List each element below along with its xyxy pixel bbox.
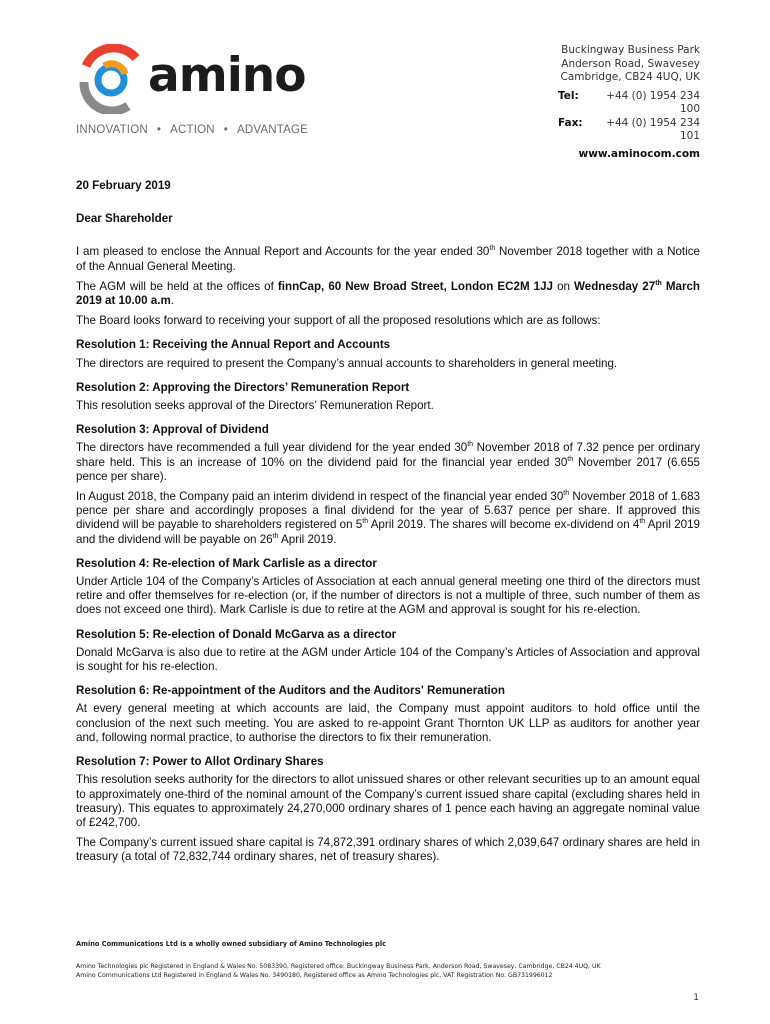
agm-date: Wednesday 27th March 2019 at 10.00 a.m xyxy=(76,279,701,308)
resolution-text: The directors have recommended a full year dividend for the year ended 30th November 2018 of 7.32 pence per ordinary share held. This is an increase of 10% on the dividend paid for the financial year ended 30th November 2017 (6.655 pence per share). xyxy=(76,441,700,483)
tel-row xyxy=(558,90,700,117)
resolution-text: The directors are required to present the Company’s annual accounts to shareholders in general meeting. xyxy=(76,356,618,370)
intro-paragraph: I am pleased to enclose the Annual Report and Accounts for the year ended 30th November 2018 together with a Notice of the Annual General Meeting. xyxy=(76,245,700,273)
salutation: Dear Shareholder xyxy=(76,212,173,226)
brand-name: amino xyxy=(148,48,306,103)
resolution-heading: Resolution 7: Power to Allot Ordinary Shares xyxy=(76,755,324,769)
resolution-text: This resolution seeks approval of the Directors’ Remuneration Report. xyxy=(76,399,434,413)
tagline-word: ACTION xyxy=(170,124,215,136)
fax-row xyxy=(558,117,700,144)
company-address xyxy=(558,44,700,161)
resolution-heading: Resolution 5: Re-election of Donald McGarva as a director xyxy=(76,627,397,641)
address-line: Buckingway Business Park xyxy=(561,44,700,56)
address-line: Cambridge, CB24 4UQ, UK xyxy=(560,71,700,83)
resolution-text: This resolution seeks authority for the directors to allot unissued shares or other relevant securities up to an amount equal to approximately one-third of the nominal amount of the Company’s current issued share capital (excluding shares held in treasury). This equates to approximately 24,270,000 ordinary shares of 1 pence each having an aggregate nominal value of £242,700. xyxy=(76,773,700,829)
agm-details-paragraph: The AGM will be held at the offices of finnCap, 60 New Broad Street, London EC2M 1JJ on Wednesday 27th March 2019 at 10.00 a.m. xyxy=(76,279,701,308)
logo-center-dot xyxy=(107,76,115,84)
resolution-text: Under Article 104 of the Company’s Articles of Association at each annual general meeting one third of the directors must retire and offer themselves for re-election (or, if the number of directors is not a multiple of three, such number of them as does not exceed one third). Mark Carlisle is due to retire at the AGM and approval is sought for his re-election. xyxy=(76,575,700,617)
resolution-text: The Company’s current issued share capital is 74,872,391 ordinary shares of which 2,039,647 ordinary shares are held in treasury (a total of 72,832,744 ordinary shares, net of treasury shares). xyxy=(76,836,700,864)
footer-registration: Amino Technologies plc Registered in England & Wales No. 5083390, Registered office: Buckingway Business Park, Anderson Road, Swavesey, Cambridge, CB24 4UQ, UK xyxy=(76,963,601,970)
resolution-heading: Resolution 4: Re-election of Mark Carlisle as a director xyxy=(76,556,377,570)
letter-date: 20 February 2019 xyxy=(76,179,171,192)
amino-logo xyxy=(76,44,146,114)
tagline-separator: • xyxy=(156,124,162,136)
resolution-heading: Resolution 3: Approval of Dividend xyxy=(76,423,269,437)
letter-body xyxy=(76,179,700,871)
board-paragraph: The Board looks forward to receiving your support of all the proposed resolutions which are as follows: xyxy=(76,314,601,328)
website-link[interactable]: www.aminocom.com xyxy=(578,147,700,160)
resolution-text: In August 2018, the Company paid an interim dividend in respect of the financial year ended 30th November 2018 of 1.683 pence per share and accordingly proposes a final dividend for the year of 5.637 pence per share. If approved this dividend will be payable to shareholders registered on 5th April 2019. The shares will become ex-dividend on 4th April 2019 and the dividend will be payable on 26th April 2019. xyxy=(76,490,700,546)
resolution-text: At every general meeting at which accounts are laid, the Company must appoint auditors to hold office until the conclusion of the next such meeting. You are asked to re-appoint Grant Thornton UK LLP as auditors for another year and, following normal practice, to authorise the directors to fix their remuneration. xyxy=(76,702,700,744)
tagline-word: ADVANTAGE xyxy=(236,124,309,136)
fax-label: Fax: xyxy=(558,116,583,129)
tel-number: +44 (0) 1954 234 100 xyxy=(606,89,700,115)
tagline-separator: • xyxy=(223,124,228,136)
fax-number: +44 (0) 1954 234 101 xyxy=(606,116,700,142)
agm-venue: finnCap, 60 New Broad Street, London EC2M 1JJ xyxy=(277,279,554,293)
page-number: 1 xyxy=(693,993,699,1003)
tel-label: Tel: xyxy=(558,89,579,102)
footer-registration: Amino Communications Ltd Registered in England & Wales No. 3490180, Registered office as Amino Technologies plc. VAT Registration No. GB731996012 xyxy=(76,971,553,979)
tagline xyxy=(76,124,308,136)
tagline-word: INNOVATION xyxy=(76,124,148,136)
resolution-heading: Resolution 6: Re-appointment of the Auditors and the Auditors' Remuneration xyxy=(76,684,505,698)
resolution-heading: Resolution 1: Receiving the Annual Report and Accounts xyxy=(76,338,391,352)
footer xyxy=(76,940,700,980)
resolution-heading: Resolution 2: Approving the Directors’ Remuneration Report xyxy=(76,380,410,394)
footer-subsidiary-note: Amino Communications Ltd is a wholly owned subsidiary of Amino Technologies plc xyxy=(76,940,387,948)
address-line: Anderson Road, Swavesey xyxy=(561,57,700,70)
resolution-text: Donald McGarva is also due to retire at the AGM under Article 104 of the Company’s Articles of Association and approval is sought for his re-election. xyxy=(76,645,700,674)
